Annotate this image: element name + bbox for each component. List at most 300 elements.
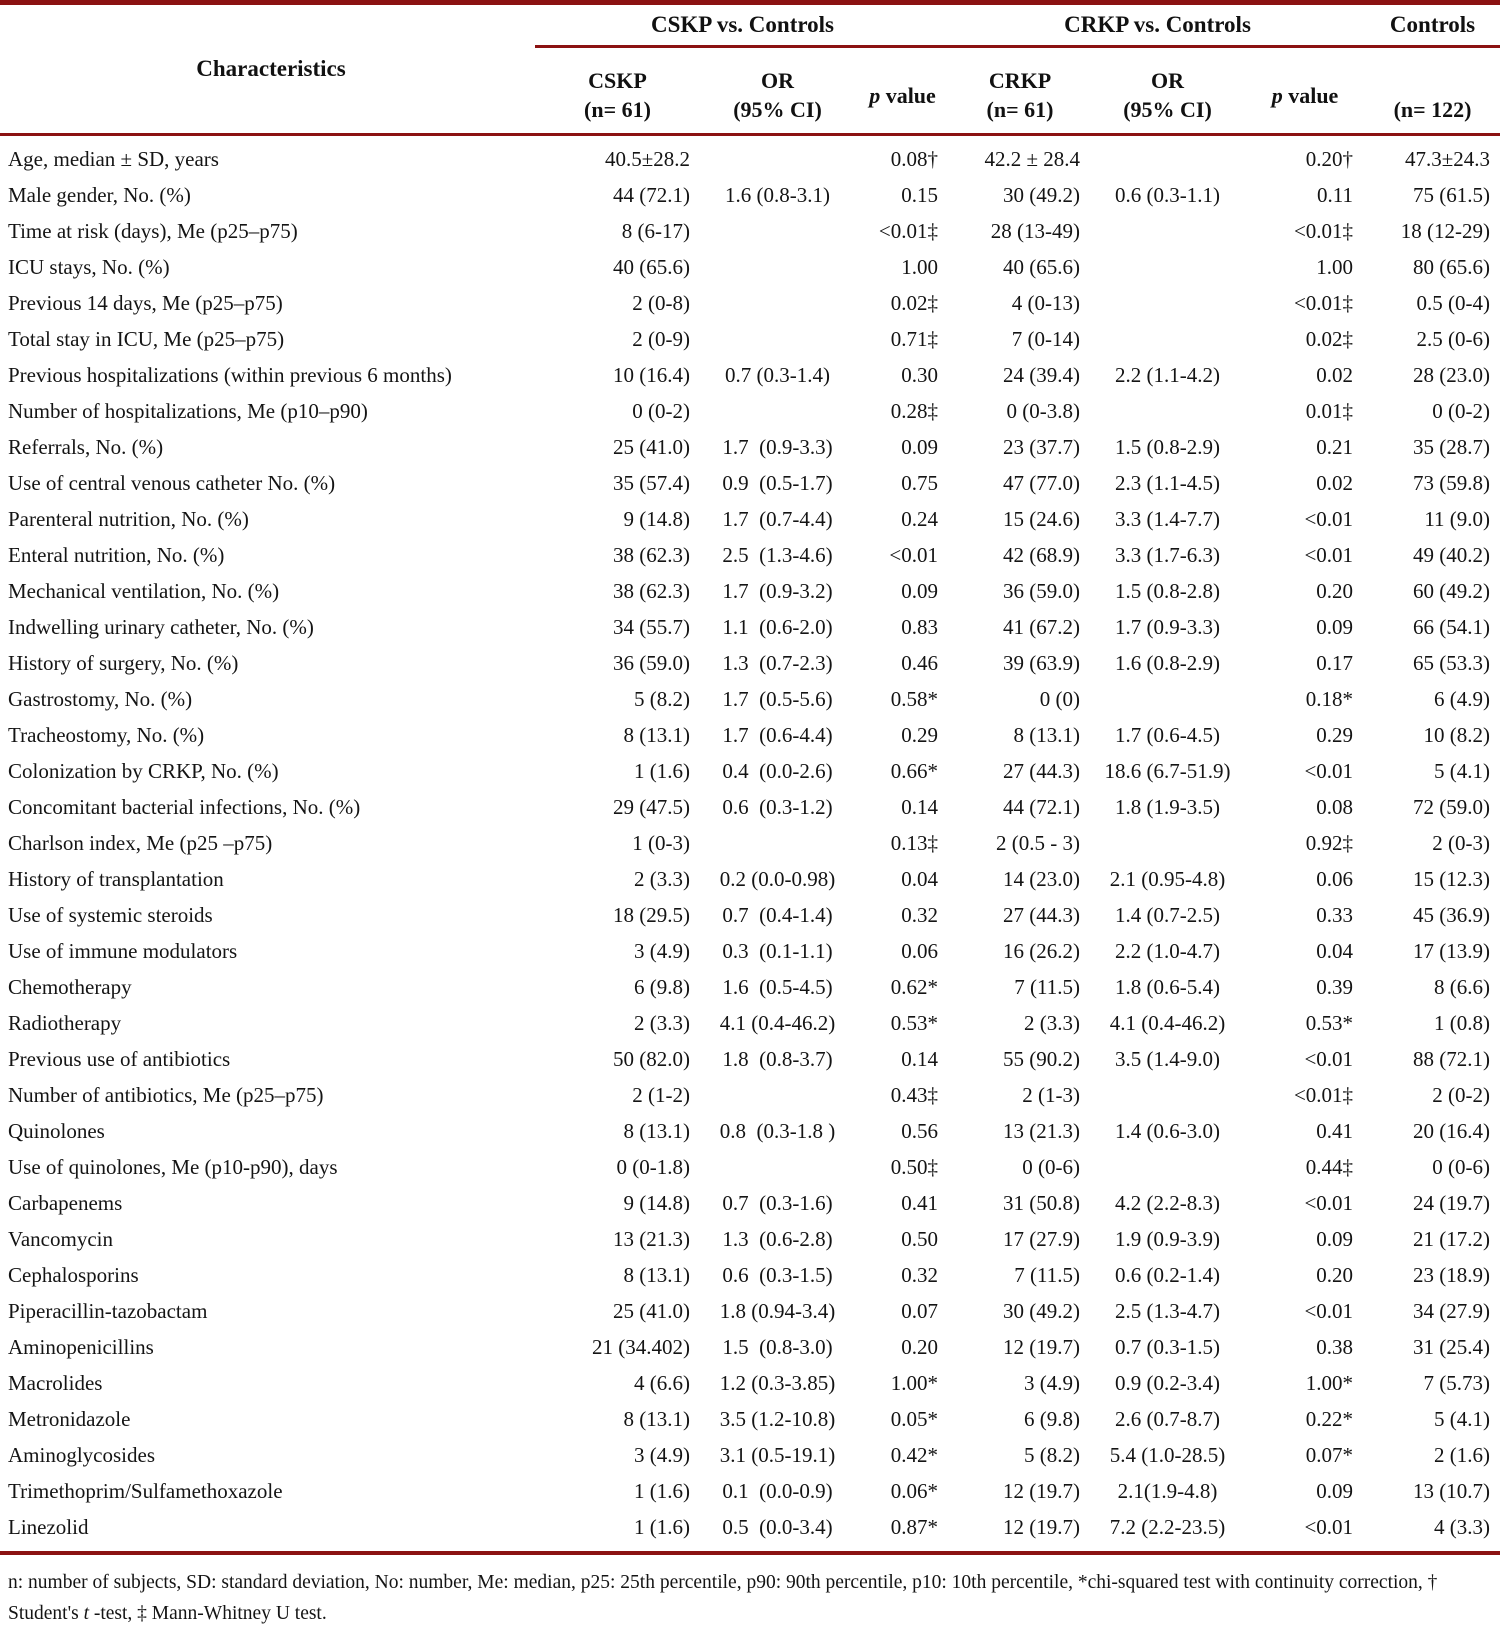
cell-crkp-value: 2 (3.3) [1024, 1010, 1080, 1035]
table-row [0, 285, 1500, 321]
cell-cskp-value: 0 (0-2) [632, 398, 690, 423]
cell-cskp-or: 1.7 (0.9-3.3) [722, 434, 833, 459]
cell-cskp-value: 4 (6.6) [634, 1370, 690, 1395]
cell-crkp-value: 0 (0) [1039, 686, 1080, 711]
cell-characteristic: Macrolides [8, 1370, 103, 1395]
cell-crkp-or: 7.2 (2.2-23.5) [1109, 1514, 1226, 1539]
cell-characteristic: Total stay in ICU, Me (p25–p75) [8, 326, 285, 351]
table-row [0, 1293, 1500, 1329]
cell-controls-value: 35 (28.7) [1413, 434, 1491, 459]
cell-controls-value: 65 (53.3) [1413, 650, 1491, 675]
cell-characteristic: Time at risk (days), Me (p25–p75) [8, 218, 298, 243]
cell-characteristic: Number of antibiotics, Me (p25–p75) [8, 1082, 324, 1107]
cell-cskp-or: 1.7 (0.7-4.4) [722, 506, 833, 531]
cell-crkp-value: 27 (44.3) [1003, 758, 1080, 783]
table-row [0, 1401, 1500, 1437]
cell-cskp-p-value: 0.05* [890, 1406, 938, 1431]
cell-controls-value: 5 (4.1) [1434, 758, 1491, 783]
cell-characteristic: Quinolones [8, 1118, 105, 1143]
column-header-characteristics: Characteristics [0, 3, 535, 135]
table-row [0, 213, 1500, 249]
cell-crkp-p-value: 0.53* [1305, 1010, 1354, 1035]
cell-crkp-value: 16 (26.2) [1003, 938, 1080, 963]
cell-crkp-p-value: 0.02‡ [1305, 326, 1354, 351]
table-row [0, 609, 1500, 645]
cell-cskp-value: 8 (13.1) [623, 1262, 690, 1287]
cell-characteristic: Carbapenems [8, 1190, 123, 1215]
cell-crkp-p-value: <0.01 [1304, 542, 1354, 567]
cell-cskp-or: 0.7 (0.3-1.4) [725, 362, 830, 387]
cell-characteristic: Parenteral nutrition, No. (%) [8, 506, 249, 531]
cell-cskp-value: 8 (13.1) [623, 1406, 690, 1431]
cell-cskp-or: 0.1 (0.0-0.9) [722, 1478, 833, 1503]
cell-crkp-or [1090, 321, 1245, 357]
table-row [0, 1257, 1500, 1293]
cell-crkp-p-value: 0.38 [1316, 1334, 1354, 1359]
cell-cskp-p-value: 0.14 [901, 794, 938, 819]
cell-crkp-or: 1.7 (0.6-4.5) [1115, 722, 1220, 747]
cell-crkp-or [1090, 249, 1245, 285]
cell-controls-value: 66 (54.1) [1413, 614, 1491, 639]
cell-crkp-or: 0.7 (0.3-1.5) [1115, 1334, 1220, 1359]
cell-cskp-or: 0.7 (0.4-1.4) [722, 902, 833, 927]
table-body [0, 135, 1500, 1546]
table-row [0, 1041, 1500, 1077]
table-footnote [0, 1551, 1500, 1629]
table-row [0, 1221, 1500, 1257]
cell-cskp-p-value: 0.41 [901, 1190, 938, 1215]
cell-cskp-or: 1.8 (0.8-3.7) [722, 1046, 833, 1071]
cell-crkp-or [1090, 1077, 1245, 1113]
cell-controls-value: 2 (1.6) [1434, 1442, 1491, 1467]
cell-cskp-p-value: 0.24 [901, 506, 938, 531]
cell-characteristic: Male gender, No. (%) [8, 182, 191, 207]
cell-crkp-p-value: <0.01 [1304, 1298, 1354, 1323]
cell-cskp-value: 38 (62.3) [613, 542, 690, 567]
cell-cskp-or: 4.1 (0.4-46.2) [719, 1010, 836, 1035]
cell-cskp-value: 25 (41.0) [613, 1298, 690, 1323]
cell-crkp-value: 5 (8.2) [1024, 1442, 1080, 1467]
column-header-crkp-n: CRKP (n= 61) [950, 47, 1090, 135]
cell-characteristic: Use of central venous catheter No. (%) [8, 470, 336, 495]
cell-crkp-p-value: 0.08 [1316, 794, 1354, 819]
cell-controls-value: 5 (4.1) [1434, 1406, 1491, 1431]
cell-characteristic: Previous 14 days, Me (p25–p75) [8, 290, 283, 315]
cell-controls-value: 47.3±24.3 [1405, 146, 1491, 171]
cell-cskp-or: 1.2 (0.3-3.85) [719, 1370, 836, 1395]
cell-crkp-value: 39 (63.9) [1003, 650, 1080, 675]
table-row [0, 897, 1500, 933]
table-row [0, 1185, 1500, 1221]
cell-cskp-p-value: 0.75 [901, 470, 938, 495]
cell-crkp-value: 28 (13-49) [990, 218, 1080, 243]
cell-characteristic: Mechanical ventilation, No. (%) [8, 578, 280, 603]
table-row [0, 321, 1500, 357]
table-row [0, 429, 1500, 465]
table-row [0, 825, 1500, 861]
cell-characteristic: Use of quinolones, Me (p10-p90), days [8, 1154, 338, 1179]
cell-crkp-value: 15 (24.6) [1003, 506, 1080, 531]
cell-cskp-or: 3.5 (1.2-10.8) [719, 1406, 836, 1431]
cell-characteristic: Vancomycin [8, 1226, 113, 1251]
cell-cskp-or: 1.3 (0.7-2.3) [722, 650, 833, 675]
cell-crkp-value: 8 (13.1) [1013, 722, 1080, 747]
cell-cskp-p-value: 0.71‡ [890, 326, 938, 351]
group-header-crkp-vs-controls: CRKP vs. Controls [950, 3, 1365, 47]
cell-crkp-value: 7 (0-14) [1011, 326, 1080, 351]
cell-controls-value: 73 (59.8) [1413, 470, 1491, 495]
cell-controls-value: 2.5 (0-6) [1416, 326, 1491, 351]
cell-cskp-value: 36 (59.0) [613, 650, 690, 675]
cell-characteristic: Aminopenicillins [8, 1334, 154, 1359]
cell-crkp-p-value: 0.21 [1316, 434, 1354, 459]
cell-cskp-or [700, 321, 855, 357]
cell-controls-value: 34 (27.9) [1413, 1298, 1491, 1323]
cell-crkp-p-value: 1.00 [1316, 254, 1354, 279]
cell-cskp-value: 34 (55.7) [613, 614, 690, 639]
cell-crkp-value: 55 (90.2) [1003, 1046, 1080, 1071]
cell-cskp-or [700, 393, 855, 429]
cell-cskp-value: 1 (1.6) [634, 758, 690, 783]
cell-cskp-p-value: 0.58* [890, 686, 938, 711]
column-header-crkp-p-value: p value [1245, 47, 1365, 135]
column-header-cskp-p-value: p value [855, 47, 950, 135]
cell-cskp-p-value: 0.02‡ [890, 290, 938, 315]
cell-cskp-value: 8 (13.1) [623, 722, 690, 747]
cell-crkp-p-value: 0.41 [1316, 1118, 1354, 1143]
cell-crkp-p-value: <0.01 [1304, 1046, 1354, 1071]
cell-characteristic: Chemotherapy [8, 974, 132, 999]
cell-cskp-or: 0.4 (0.0-2.6) [722, 758, 833, 783]
cell-crkp-p-value: 1.00* [1305, 1370, 1354, 1395]
cell-crkp-p-value: 0.06 [1316, 866, 1354, 891]
cell-cskp-or: 0.9 (0.5-1.7) [722, 470, 833, 495]
cell-crkp-p-value: <0.01‡ [1293, 290, 1354, 315]
cell-crkp-or [1090, 393, 1245, 429]
cell-cskp-p-value: 0.30 [901, 362, 938, 387]
cell-crkp-value: 44 (72.1) [1003, 794, 1080, 819]
group-header-controls: Controls [1365, 3, 1500, 47]
cell-crkp-value: 24 (39.4) [1003, 362, 1080, 387]
cell-crkp-or: 0.6 (0.2-1.4) [1115, 1262, 1220, 1287]
cell-cskp-value: 44 (72.1) [613, 182, 690, 207]
cell-crkp-value: 6 (9.8) [1024, 1406, 1080, 1431]
cell-controls-value: 75 (61.5) [1413, 182, 1491, 207]
cell-crkp-or [1090, 825, 1245, 861]
cell-cskp-p-value: 0.15 [901, 182, 938, 207]
table-row [0, 1473, 1500, 1509]
cell-controls-value: 31 (25.4) [1413, 1334, 1491, 1359]
cell-controls-value: 7 (5.73) [1423, 1370, 1491, 1395]
cell-controls-value: 2 (0-2) [1432, 1082, 1491, 1107]
cell-characteristic: Age, median ± SD, years [8, 146, 219, 171]
cell-crkp-value: 47 (77.0) [1003, 470, 1080, 495]
cell-cskp-p-value: 1.00* [890, 1370, 938, 1395]
cell-cskp-or [700, 249, 855, 285]
cell-cskp-or [700, 1077, 855, 1113]
cell-cskp-or: 1.5 (0.8-3.0) [722, 1334, 833, 1359]
cell-cskp-value: 8 (6-17) [621, 218, 690, 243]
cell-crkp-value: 27 (44.3) [1003, 902, 1080, 927]
cell-cskp-value: 1 (1.6) [634, 1478, 690, 1503]
table-row [0, 717, 1500, 753]
cell-crkp-p-value: 0.20 [1316, 1262, 1354, 1287]
cell-characteristic: Radiotherapy [8, 1010, 122, 1035]
cell-cskp-value: 2 (0-9) [632, 326, 690, 351]
cell-cskp-p-value: <0.01‡ [878, 218, 938, 243]
cell-crkp-value: 17 (27.9) [1003, 1226, 1080, 1251]
cell-cskp-value: 2 (3.3) [634, 866, 690, 891]
cell-crkp-or: 2.5 (1.3-4.7) [1115, 1298, 1220, 1323]
cell-crkp-value: 0 (0-3.8) [1006, 398, 1080, 423]
cell-crkp-or [1090, 135, 1245, 178]
cell-cskp-or: 1.7 (0.5-5.6) [722, 686, 833, 711]
cell-controls-value: 1 (0.8) [1434, 1010, 1491, 1035]
cell-crkp-p-value: 0.02 [1316, 470, 1354, 495]
table-row [0, 135, 1500, 178]
cell-crkp-or: 2.1(1.9-4.8) [1117, 1478, 1218, 1503]
table-row [0, 645, 1500, 681]
cell-crkp-p-value: 0.09 [1316, 614, 1354, 639]
cell-cskp-p-value: 0.28‡ [890, 398, 938, 423]
cell-cskp-p-value: 0.50‡ [890, 1154, 938, 1179]
cell-crkp-p-value: <0.01‡ [1293, 1082, 1354, 1107]
table-row [0, 933, 1500, 969]
cell-crkp-value: 13 (21.3) [1003, 1118, 1080, 1143]
cell-cskp-p-value: 0.13‡ [890, 830, 938, 855]
cell-cskp-value: 50 (82.0) [613, 1046, 690, 1071]
cell-cskp-value: 2 (1-2) [632, 1082, 690, 1107]
cell-crkp-or: 1.8 (1.9-3.5) [1115, 794, 1220, 819]
cell-cskp-or: 2.5 (1.3-4.6) [722, 542, 833, 567]
cell-characteristic: Use of systemic steroids [8, 902, 213, 927]
cell-crkp-or [1090, 1149, 1245, 1185]
cell-cskp-or: 1.8 (0.94-3.4) [719, 1298, 836, 1323]
cell-crkp-or: 1.7 (0.9-3.3) [1115, 614, 1220, 639]
cell-characteristic: Enteral nutrition, No. (%) [8, 542, 225, 567]
cell-crkp-value: 42 (68.9) [1003, 542, 1080, 567]
cell-controls-value: 13 (10.7) [1413, 1478, 1491, 1503]
cell-crkp-or: 1.5 (0.8-2.9) [1115, 434, 1220, 459]
table-row [0, 1329, 1500, 1365]
column-header-crkp-or: OR (95% CI) [1090, 47, 1245, 135]
cell-crkp-p-value: 0.18* [1305, 686, 1354, 711]
cell-controls-value: 10 (8.2) [1423, 722, 1491, 747]
cell-crkp-or: 3.3 (1.7-6.3) [1115, 542, 1220, 567]
cell-cskp-p-value: 0.87* [890, 1514, 938, 1539]
cell-cskp-value: 10 (16.4) [613, 362, 690, 387]
cell-crkp-or: 5.4 (1.0-28.5) [1109, 1442, 1226, 1467]
column-header-cskp-or: OR (95% CI) [700, 47, 855, 135]
table-row [0, 357, 1500, 393]
cell-cskp-or: 0.2 (0.0-0.98) [719, 866, 836, 891]
cell-crkp-p-value: 0.11 [1317, 182, 1354, 207]
cell-crkp-value: 14 (23.0) [1003, 866, 1080, 891]
cell-crkp-or: 1.8 (0.6-5.4) [1115, 974, 1220, 999]
table-row [0, 1113, 1500, 1149]
cell-crkp-value: 40 (65.6) [1003, 254, 1080, 279]
table-row [0, 1005, 1500, 1041]
cell-cskp-value: 21 (34.402) [592, 1334, 690, 1359]
column-header-controls-n: (n= 122) [1365, 47, 1500, 135]
cell-controls-value: 24 (19.7) [1413, 1190, 1491, 1215]
cell-crkp-value: 4 (0-13) [1011, 290, 1080, 315]
cell-controls-value: 21 (17.2) [1413, 1226, 1491, 1251]
cell-cskp-or: 0.6 (0.3-1.2) [722, 794, 833, 819]
cell-crkp-value: 42.2 ± 28.4 [984, 146, 1080, 171]
cell-crkp-p-value: 0.29 [1316, 722, 1354, 747]
footnote-italic-t: t [83, 1603, 89, 1625]
table-row [0, 393, 1500, 429]
cell-cskp-p-value: 0.62* [890, 974, 938, 999]
cell-crkp-value: 7 (11.5) [1014, 974, 1080, 999]
cell-crkp-or: 2.2 (1.0-4.7) [1115, 938, 1220, 963]
cell-crkp-p-value: 0.44‡ [1305, 1154, 1354, 1179]
cell-cskp-value: 29 (47.5) [613, 794, 690, 819]
cell-crkp-p-value: <0.01 [1304, 1514, 1354, 1539]
cell-characteristic: Concomitant bacterial infections, No. (%) [8, 794, 361, 819]
cell-controls-value: 8 (6.6) [1434, 974, 1491, 999]
cell-cskp-p-value: 0.32 [901, 1262, 938, 1287]
cell-controls-value: 0 (0-6) [1432, 1154, 1491, 1179]
cell-crkp-or [1090, 213, 1245, 249]
cell-crkp-value: 12 (19.7) [1003, 1478, 1080, 1503]
cell-characteristic: History of surgery, No. (%) [8, 650, 239, 675]
cell-cskp-value: 38 (62.3) [613, 578, 690, 603]
cell-cskp-value: 13 (21.3) [613, 1226, 690, 1251]
cell-cskp-value: 2 (3.3) [634, 1010, 690, 1035]
cell-characteristic: Colonization by CRKP, No. (%) [8, 758, 279, 783]
cell-controls-value: 88 (72.1) [1413, 1046, 1491, 1071]
cell-cskp-p-value: 0.06 [901, 938, 938, 963]
table-row [0, 1365, 1500, 1401]
cell-crkp-value: 0 (0-6) [1022, 1154, 1080, 1179]
cell-cskp-value: 40.5±28.2 [604, 146, 690, 171]
cell-crkp-or: 1.4 (0.6-3.0) [1115, 1118, 1220, 1143]
cell-cskp-value: 35 (57.4) [613, 470, 690, 495]
cell-crkp-p-value: 0.33 [1316, 902, 1354, 927]
cell-crkp-or: 2.3 (1.1-4.5) [1115, 470, 1220, 495]
cell-crkp-or: 2.6 (0.7-8.7) [1115, 1406, 1220, 1431]
cell-crkp-value: 30 (49.2) [1003, 1298, 1080, 1323]
table-row [0, 969, 1500, 1005]
column-header-cskp-n: CSKP (n= 61) [535, 47, 700, 135]
cell-controls-value: 0.5 (0-4) [1416, 290, 1491, 315]
cell-crkp-p-value: <0.01 [1304, 506, 1354, 531]
cell-characteristic: Aminoglycosides [8, 1442, 155, 1467]
cell-cskp-value: 1 (1.6) [634, 1514, 690, 1539]
cell-cskp-or: 0.6 (0.3-1.5) [722, 1262, 833, 1287]
cell-cskp-or: 0.8 (0.3-1.8 ) [719, 1118, 836, 1143]
cell-controls-value: 17 (13.9) [1413, 938, 1491, 963]
cell-characteristic: ICU stays, No. (%) [8, 254, 170, 279]
cell-cskp-value: 0 (0-1.8) [616, 1154, 690, 1179]
cell-crkp-p-value: 0.01‡ [1305, 398, 1354, 423]
footnote-text-end: -test, ‡ Mann-Whitney U test. [88, 1603, 327, 1625]
cell-cskp-p-value: 0.20 [901, 1334, 938, 1359]
cell-cskp-or [700, 825, 855, 861]
cell-cskp-p-value: 0.50 [901, 1226, 938, 1251]
cell-cskp-p-value: 0.07 [901, 1298, 938, 1323]
cell-crkp-value: 30 (49.2) [1003, 182, 1080, 207]
cell-crkp-or: 0.6 (0.3-1.1) [1115, 182, 1220, 207]
cell-crkp-p-value: 0.39 [1316, 974, 1354, 999]
cell-cskp-value: 8 (13.1) [623, 1118, 690, 1143]
cell-characteristic: Cephalosporins [8, 1262, 139, 1287]
table-row [0, 537, 1500, 573]
cell-crkp-or: 1.6 (0.8-2.9) [1115, 650, 1220, 675]
cell-controls-value: 23 (18.9) [1413, 1262, 1491, 1287]
cell-crkp-value: 7 (11.5) [1014, 1262, 1080, 1287]
cell-crkp-p-value: 0.02 [1316, 362, 1354, 387]
cell-controls-value: 18 (12-29) [1400, 218, 1491, 243]
cell-cskp-p-value: 0.46 [901, 650, 938, 675]
cell-cskp-p-value: <0.01 [889, 542, 938, 567]
cell-cskp-or [700, 1149, 855, 1185]
table-row [0, 249, 1500, 285]
cell-crkp-p-value: 0.07* [1305, 1442, 1354, 1467]
cell-crkp-p-value: <0.01‡ [1293, 218, 1354, 243]
cell-controls-value: 60 (49.2) [1413, 578, 1491, 603]
cell-controls-value: 72 (59.0) [1413, 794, 1491, 819]
cell-cskp-p-value: 0.09 [901, 434, 938, 459]
cell-crkp-p-value: 0.20 [1316, 578, 1354, 603]
cell-cskp-value: 3 (4.9) [634, 938, 690, 963]
cell-controls-value: 80 (65.6) [1413, 254, 1491, 279]
table-header [0, 3, 1500, 135]
table-row [0, 753, 1500, 789]
cell-cskp-or: 3.1 (0.5-19.1) [719, 1442, 836, 1467]
cell-crkp-or: 4.1 (0.4-46.2) [1109, 1010, 1226, 1035]
cell-cskp-p-value: 0.66* [890, 758, 938, 783]
cell-controls-value: 2 (0-3) [1432, 830, 1491, 855]
cell-characteristic: Number of hospitalizations, Me (p10–p90) [8, 398, 368, 423]
cell-crkp-value: 31 (50.8) [1003, 1190, 1080, 1215]
cell-characteristic: Indwelling urinary catheter, No. (%) [8, 614, 314, 639]
cell-crkp-or: 3.5 (1.4-9.0) [1115, 1046, 1220, 1071]
cell-crkp-p-value: 0.04 [1316, 938, 1354, 963]
cell-crkp-or: 1.5 (0.8-2.8) [1115, 578, 1220, 603]
cell-characteristic: Use of immune modulators [8, 938, 238, 963]
cell-characteristic: Tracheostomy, No. (%) [8, 722, 205, 747]
cell-cskp-value: 40 (65.6) [613, 254, 690, 279]
cell-crkp-p-value: 0.17 [1316, 650, 1354, 675]
cell-crkp-value: 3 (4.9) [1024, 1370, 1080, 1395]
cell-crkp-value: 2 (1-3) [1022, 1082, 1080, 1107]
cell-cskp-value: 6 (9.8) [634, 974, 690, 999]
cell-cskp-value: 18 (29.5) [613, 902, 690, 927]
cell-cskp-value: 9 (14.8) [623, 1190, 690, 1215]
cell-crkp-p-value: 0.92‡ [1305, 830, 1354, 855]
cell-cskp-p-value: 0.42* [890, 1442, 938, 1467]
cell-characteristic: Metronidazole [8, 1406, 131, 1431]
cell-cskp-or: 0.7 (0.3-1.6) [722, 1190, 833, 1215]
table-row [0, 1437, 1500, 1473]
cell-cskp-p-value: 0.32 [901, 902, 938, 927]
cell-cskp-or: 0.5 (0.0-3.4) [722, 1514, 833, 1539]
cell-crkp-p-value: 0.20† [1305, 146, 1354, 171]
cell-characteristic: Previous hospitalizations (within previous 6 months) [8, 362, 452, 387]
cell-crkp-value: 12 (19.7) [1003, 1514, 1080, 1539]
table-row [0, 789, 1500, 825]
cell-controls-value: 20 (16.4) [1413, 1118, 1491, 1143]
table-row [0, 681, 1500, 717]
cell-crkp-or [1090, 681, 1245, 717]
table-row [0, 177, 1500, 213]
cell-crkp-p-value: 0.09 [1316, 1226, 1354, 1251]
cell-crkp-value: 2 (0.5 - 3) [996, 830, 1080, 855]
table-row [0, 1149, 1500, 1185]
